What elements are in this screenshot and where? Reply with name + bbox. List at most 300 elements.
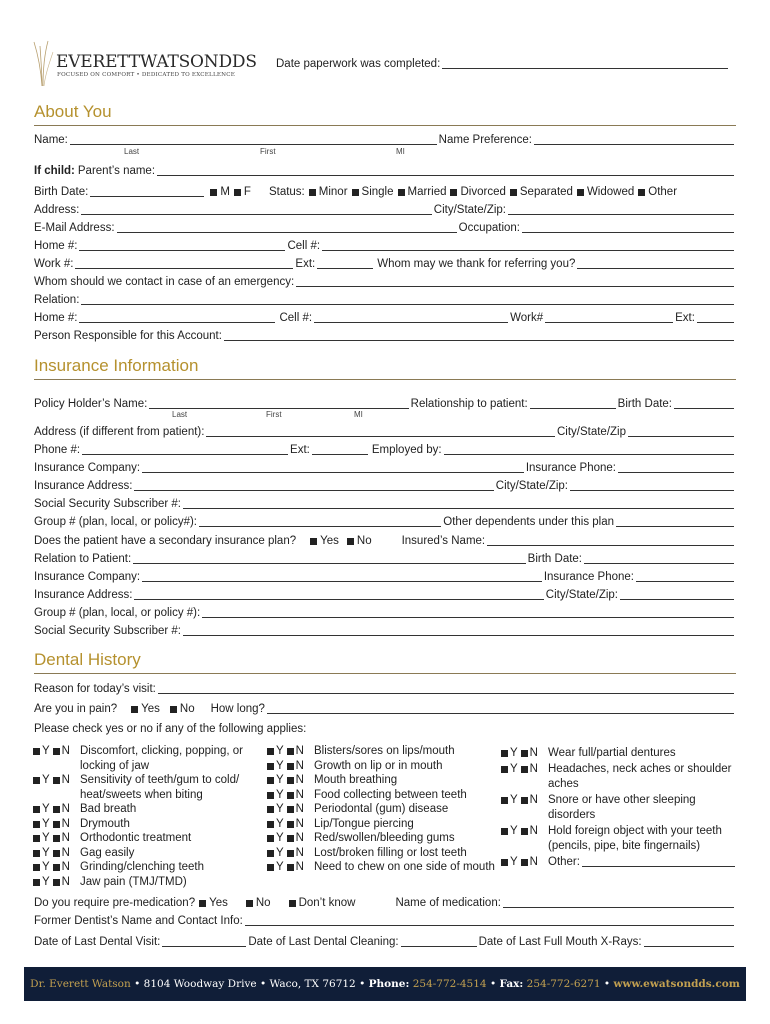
condition-label: Food collecting between teeth: [314, 788, 467, 801]
list-item: [501, 824, 737, 855]
ins-phone-label: Insurance Phone:: [525, 462, 616, 474]
emergency-contact-field[interactable]: [296, 276, 734, 287]
checkbox-icon: [33, 806, 40, 813]
checkbox-icon: [501, 859, 508, 866]
date-completed-label: Date paperwork was completed:: [276, 58, 441, 70]
list-item: [33, 831, 263, 846]
ins-phone-field[interactable]: [618, 462, 734, 473]
footer-fax: 254-772-6271: [526, 978, 601, 990]
address-row: [34, 202, 736, 216]
city-state-zip-field[interactable]: [508, 204, 734, 215]
list-item: [267, 831, 495, 846]
ins-address2-label: Insurance Address:: [34, 589, 133, 601]
other-condition-field[interactable]: [582, 855, 735, 867]
name-sub-last: Last: [124, 147, 140, 156]
checkbox-icon: [287, 864, 294, 871]
responsible-label: Person Responsible for this Account:: [34, 330, 222, 342]
checkbox-icon: [638, 189, 645, 196]
holder-phone-row: [34, 442, 736, 456]
employed-by-field[interactable]: [444, 444, 734, 455]
condition-label: Grinding/clenching teeth: [80, 861, 205, 873]
practice-logo-name: EVERETTWATSONDDS: [56, 52, 257, 72]
date-completed-row: [276, 58, 730, 70]
list-item: [33, 817, 263, 832]
list-item: [33, 875, 263, 890]
ins-company-field[interactable]: [142, 462, 524, 473]
form-header: [30, 38, 740, 86]
status-widowed-option[interactable]: Widowed: [573, 186, 634, 198]
last-visit-field[interactable]: [162, 936, 246, 947]
checkbox-icon: [267, 864, 274, 871]
group-field[interactable]: [199, 516, 441, 527]
premed-yes-option[interactable]: Yes: [195, 897, 228, 909]
other-dependents-label: Other dependents under this plan: [443, 516, 614, 528]
pain-label: Are you in pain?: [34, 703, 118, 715]
status-married-option[interactable]: Married: [394, 186, 447, 198]
group2-field[interactable]: [202, 607, 734, 618]
last-visit-label: Date of Last Dental Visit:: [34, 936, 161, 948]
ins-address-row: [34, 478, 736, 492]
emergency-contact-label: Whom should we contact in case of an emergency:: [34, 276, 295, 288]
emergency-work-field[interactable]: [545, 312, 673, 323]
checkbox-icon: [53, 806, 60, 813]
checkbox-icon: [352, 189, 359, 196]
referral-field[interactable]: [577, 258, 734, 269]
birth-status-row: [34, 184, 736, 198]
checkbox-icon: [309, 189, 316, 196]
status-single-option[interactable]: Single: [348, 186, 394, 198]
ins-city2-label: City/State/Zip:: [545, 589, 618, 601]
city-state-zip-label: City/State/Zip:: [433, 204, 506, 216]
checkbox-icon: [53, 748, 60, 755]
holder-birth-label: Birth Date:: [617, 398, 672, 410]
condition-label: Orthodontic treatment: [80, 832, 192, 844]
relation-field[interactable]: [81, 294, 734, 305]
checkbox-icon: [53, 821, 60, 828]
checkbox-icon: [33, 748, 40, 755]
footer-city: Waco, TX 76712: [269, 978, 356, 990]
holder-phone-label: Phone #:: [34, 444, 81, 456]
yes-no-checkboxes[interactable]: Y N: [267, 773, 314, 788]
condition-label: Hold foreign object with your teeth (pencils, pipe, bite fingernails): [548, 824, 722, 852]
checkbox-icon: [501, 750, 508, 757]
how-long-field[interactable]: [267, 703, 734, 714]
status-label: Status:: [268, 186, 305, 198]
medication-name-field[interactable]: [503, 897, 734, 908]
relationship-field[interactable]: [530, 398, 616, 409]
holder-city-field[interactable]: [628, 426, 734, 437]
checkbox-icon: [287, 763, 294, 770]
ssn2-field[interactable]: [183, 625, 734, 636]
checkbox-icon: [347, 538, 354, 545]
ssn-row: [34, 496, 736, 510]
work-phone-field[interactable]: [75, 258, 293, 269]
yes-no-checkboxes[interactable]: Y N: [501, 746, 548, 762]
sex-f-option[interactable]: F: [230, 186, 251, 198]
relation-row: [34, 292, 736, 306]
checkbox-icon: [267, 835, 274, 842]
checkbox-icon: [199, 900, 206, 907]
checkbox-icon: [521, 828, 528, 835]
emergency-ext-label: Ext:: [675, 312, 695, 324]
checkbox-icon: [521, 859, 528, 866]
footer-phone-label: Phone:: [368, 978, 410, 990]
insured-name-field[interactable]: [487, 535, 734, 546]
checkbox-icon: [287, 835, 294, 842]
yes-no-checkboxes[interactable]: Y N: [501, 793, 548, 824]
insurance-rule: [34, 379, 736, 380]
condition-label: Growth on lip or in mouth: [314, 759, 443, 772]
reason-row: [34, 681, 736, 695]
ins-phone2-label: Insurance Phone:: [543, 571, 634, 583]
holder-sub-last: Last: [172, 410, 188, 419]
if-child-label: If child:: [34, 165, 75, 177]
yes-no-checkboxes[interactable]: Y N: [501, 824, 548, 855]
checkbox-icon: [510, 189, 517, 196]
ssn2-label: Social Security Subscriber #:: [34, 625, 182, 637]
premed-row: [34, 895, 736, 909]
about-you-rule: [34, 125, 736, 126]
responsible-field[interactable]: [224, 330, 734, 341]
list-item: [33, 860, 263, 875]
checkbox-icon: [287, 777, 294, 784]
condition-label: Jaw pain (TMJ/TMD): [80, 875, 187, 888]
checkbox-icon: [267, 806, 274, 813]
practice-footer: Dr. Everett Watson • 8104 Woodway Drive • Waco, TX 76712 • Phone: 254-772-4514 • Fax: 254-772-6271 • www.ewatsondds.com: [24, 967, 746, 1001]
list-item: [267, 860, 495, 875]
dental-history-title: Dental History: [34, 650, 141, 669]
checkbox-icon: [246, 900, 253, 907]
list-item: [501, 793, 737, 824]
emergency-home-label: Home #:: [34, 312, 78, 324]
name-sub-first: First: [260, 147, 276, 156]
other-dependents-field[interactable]: [616, 516, 734, 527]
holder-sub-first: First: [266, 410, 282, 419]
group-row: [34, 514, 736, 528]
yes-no-checkboxes[interactable]: Y N: [267, 817, 314, 832]
last-visit-row: [34, 934, 736, 948]
condition-label: Lip/Tongue piercing: [314, 817, 414, 830]
holder-address-row: [34, 424, 736, 438]
checkbox-icon: [53, 835, 60, 842]
ins-address2-row: [34, 587, 736, 601]
former-dentist-label: Former Dentist’s Name and Contact Info:: [34, 915, 243, 927]
secondary-plan-label: Does the patient have a secondary insurance plan?: [34, 535, 297, 547]
checkbox-icon: [287, 748, 294, 755]
condition-label: Drymouth: [80, 817, 130, 830]
checkbox-icon: [287, 792, 294, 799]
condition-label: Headaches, neck aches or shoulder aches: [548, 762, 732, 790]
yes-no-checkboxes[interactable]: Y N: [501, 762, 548, 793]
yes-no-checkboxes[interactable]: Y N: [267, 759, 314, 774]
secondary-birth-field[interactable]: [584, 553, 734, 564]
parent-row: [34, 163, 736, 177]
condition-label: Snore or have other sleeping disorders: [548, 793, 696, 821]
premed-no-option[interactable]: No: [242, 897, 271, 909]
how-long-label: How long?: [210, 703, 265, 715]
list-item: [33, 802, 263, 817]
checkbox-icon: [310, 538, 317, 545]
about-you-title: About You: [34, 102, 112, 121]
condition-label: Bad breath: [80, 803, 137, 815]
secondary-row: [34, 533, 736, 547]
reason-label: Reason for today’s visit:: [34, 683, 156, 695]
ins-company-row: [34, 460, 736, 474]
condition-label: Wear full/partial dentures: [548, 747, 676, 759]
checkbox-icon: [577, 189, 584, 196]
address-label: Address:: [34, 204, 80, 216]
checklist-column-2: [267, 744, 495, 875]
wheat-logo-icon: [30, 40, 54, 86]
yes-no-checkboxes[interactable]: Y N: [33, 860, 80, 875]
list-item: [267, 802, 495, 817]
condition-label: Mouth breathing: [314, 774, 398, 786]
yes-no-checkboxes[interactable]: Y N: [33, 744, 80, 773]
last-cleaning-field[interactable]: [401, 936, 477, 947]
emergency-home-field[interactable]: [79, 312, 275, 323]
ssn-field[interactable]: [183, 498, 734, 509]
group-label: Group # (plan, local, or policy#):: [34, 516, 197, 528]
footer-doctor: Dr. Everett Watson: [30, 978, 131, 990]
last-cleaning-label: Date of Last Dental Cleaning:: [248, 936, 399, 948]
condition-label: Gag easily: [80, 846, 135, 859]
premed-label: Do you require pre-medication?: [34, 897, 196, 909]
checkbox-icon: [53, 777, 60, 784]
ins-company-label: Insurance Company:: [34, 462, 141, 474]
holder-birth-field[interactable]: [674, 398, 734, 409]
ins-address-field[interactable]: [134, 480, 493, 491]
practice-tagline: FOCUSED ON COMFORT • DEDICATED TO EXCELLENCE: [57, 72, 236, 78]
last-xray-label: Date of Last Full Mouth X-Rays:: [478, 936, 642, 948]
work-referral-row: [34, 256, 736, 270]
list-item: [501, 762, 737, 793]
condition-label: Other:: [548, 855, 580, 868]
former-dentist-row: [34, 913, 736, 927]
group2-row: [34, 605, 736, 619]
yes-no-checkboxes[interactable]: Y N: [33, 802, 80, 817]
name-preference-label: Name Preference:: [438, 134, 532, 146]
policy-holder-label: Policy Holder’s Name:: [34, 398, 148, 410]
email-field[interactable]: [117, 222, 457, 233]
list-item: [267, 817, 495, 832]
ssn-label: Social Security Subscriber #:: [34, 498, 182, 510]
home-cell-row: [34, 238, 736, 252]
policy-holder-field[interactable]: [149, 398, 408, 409]
sex-m-option[interactable]: M: [206, 186, 230, 198]
medication-name-label: Name of medication:: [395, 897, 501, 909]
condition-label: Need to chew on one side of mouth: [314, 861, 495, 873]
holder-ext-label: Ext:: [290, 444, 310, 456]
footer-phone: 254-772-4514: [412, 978, 487, 990]
ins-city-field[interactable]: [570, 480, 734, 491]
checkbox-icon: [521, 750, 528, 757]
checkbox-icon: [33, 864, 40, 871]
yes-no-checkboxes[interactable]: Y N: [33, 817, 80, 832]
checklist-column-3: [501, 746, 737, 870]
premed-dont-know-option[interactable]: Don’t know: [285, 897, 356, 909]
yes-no-checkboxes[interactable]: Y N: [267, 831, 314, 846]
checkbox-icon: [33, 777, 40, 784]
former-dentist-field[interactable]: [245, 915, 734, 926]
yes-no-checkboxes[interactable]: Y N: [501, 855, 548, 871]
secondary-birth-label: Birth Date:: [527, 553, 582, 565]
policy-holder-row: [34, 396, 736, 410]
footer-fax-label: Fax:: [499, 978, 524, 990]
status-divorced-option[interactable]: Divorced: [446, 186, 505, 198]
checkbox-icon: [267, 792, 274, 799]
email-label: E-Mail Address:: [34, 222, 115, 234]
condition-label: Sensitivity of teeth/gum to cold/ heat/sweets when biting: [80, 774, 240, 801]
list-item: [267, 846, 495, 861]
responsible-row: [34, 328, 736, 342]
checkbox-icon: [501, 797, 508, 804]
occupation-label: Occupation:: [458, 222, 520, 234]
secondary-yes-option[interactable]: Yes: [306, 535, 339, 547]
status-other-option[interactable]: Other: [634, 186, 677, 198]
pain-no-option[interactable]: No: [166, 703, 195, 715]
emergency-cell-field[interactable]: [314, 312, 508, 323]
status-minor-option[interactable]: Minor: [305, 186, 348, 198]
ins-company2-field[interactable]: [142, 571, 542, 582]
referral-label: Whom may we thank for referring you?: [377, 258, 576, 270]
occupation-field[interactable]: [522, 222, 734, 233]
list-item: [267, 744, 495, 759]
parent-name-label: Parent’s name:: [77, 165, 156, 177]
yes-no-checkboxes[interactable]: Y N: [33, 846, 80, 861]
list-item: [501, 746, 737, 762]
relationship-label: Relationship to patient:: [410, 398, 528, 410]
checkbox-icon: [131, 706, 138, 713]
instructions-row: [34, 721, 736, 735]
ins-phone2-field[interactable]: [636, 571, 734, 582]
name-label: Name:: [34, 134, 68, 146]
checkbox-icon: [398, 189, 405, 196]
checkbox-icon: [287, 821, 294, 828]
list-item: [33, 773, 263, 802]
birth-date-field[interactable]: [90, 186, 204, 197]
name-row: [34, 132, 736, 146]
checkbox-icon: [267, 748, 274, 755]
date-completed-field[interactable]: [442, 58, 728, 69]
ins-company2-label: Insurance Company:: [34, 571, 141, 583]
checkbox-icon: [267, 850, 274, 857]
checkbox-icon: [521, 797, 528, 804]
ins-address2-field[interactable]: [134, 589, 543, 600]
holder-phone-field[interactable]: [82, 444, 288, 455]
pain-row: [34, 701, 736, 715]
checklist-instructions: Please check yes or no if any of the following applies:: [34, 723, 307, 735]
emergency-phones-row: [34, 310, 736, 324]
condition-label: Discomfort, clicking, popping, or locking of jaw: [80, 745, 243, 772]
checkbox-icon: [501, 828, 508, 835]
checkbox-icon: [267, 763, 274, 770]
birth-date-label: Birth Date:: [34, 186, 89, 198]
last-xray-field[interactable]: [644, 936, 734, 947]
group2-label: Group # (plan, local, or policy #):: [34, 607, 201, 619]
checkbox-icon: [210, 189, 217, 196]
checklist-column-1: [33, 744, 263, 889]
relation-patient-row: [34, 551, 736, 565]
yes-no-checkboxes[interactable]: Y N: [33, 875, 80, 890]
checkbox-icon: [170, 706, 177, 713]
home-phone-field[interactable]: [79, 240, 285, 251]
condition-label: Red/swollen/bleeding gums: [314, 832, 455, 844]
list-item: [501, 855, 737, 871]
cell-phone-label: Cell #:: [287, 240, 321, 252]
pain-yes-option[interactable]: Yes: [127, 703, 160, 715]
holder-city-label: City/State/Zip: [556, 426, 626, 438]
yes-no-checkboxes[interactable]: Y N: [33, 831, 80, 846]
list-item: [33, 846, 263, 861]
ins-city2-field[interactable]: [620, 589, 734, 600]
dental-history-rule: [34, 673, 736, 674]
home-phone-label: Home #:: [34, 240, 78, 252]
address-field[interactable]: [81, 204, 431, 215]
list-item: [267, 759, 495, 774]
insured-name-label: Insured’s Name:: [401, 535, 486, 547]
checkbox-icon: [521, 766, 528, 773]
holder-address-field[interactable]: [206, 426, 555, 437]
ins-address-label: Insurance Address:: [34, 480, 133, 492]
checkbox-icon: [267, 821, 274, 828]
reason-field[interactable]: [158, 683, 734, 694]
holder-ext-field[interactable]: [312, 444, 368, 455]
relation-patient-field[interactable]: [133, 553, 526, 564]
yes-no-checkboxes[interactable]: Y N: [267, 802, 314, 817]
checkbox-icon: [53, 879, 60, 886]
employed-by-label: Employed by:: [371, 444, 442, 456]
name-preference-field[interactable]: [534, 134, 734, 145]
checkbox-icon: [33, 835, 40, 842]
yes-no-checkboxes[interactable]: Y N: [267, 846, 314, 861]
checkbox-icon: [33, 821, 40, 828]
emergency-cell-label: Cell #:: [279, 312, 313, 324]
relation-patient-label: Relation to Patient:: [34, 553, 132, 565]
work-ext-field[interactable]: [317, 258, 373, 269]
checkbox-icon: [53, 864, 60, 871]
status-separated-option[interactable]: Separated: [506, 186, 573, 198]
ins-city-label: City/State/Zip:: [495, 480, 568, 492]
checkbox-icon: [501, 766, 508, 773]
checkbox-icon: [33, 879, 40, 886]
yes-no-checkboxes[interactable]: Y N: [267, 788, 314, 803]
checkbox-icon: [289, 900, 296, 907]
checkbox-icon: [287, 850, 294, 857]
emergency-ext-field[interactable]: [697, 312, 734, 323]
secondary-no-option[interactable]: No: [343, 535, 372, 547]
condition-label: Lost/broken filling or lost teeth: [314, 846, 467, 859]
work-phone-label: Work #:: [34, 258, 74, 270]
emergency-work-label: Work#: [510, 312, 544, 324]
emergency-row: [34, 274, 736, 288]
ins-company2-row: [34, 569, 736, 583]
ssn2-row: [34, 623, 736, 637]
name-field[interactable]: [70, 134, 437, 145]
yes-no-checkboxes[interactable]: Y N: [267, 744, 314, 759]
list-item: [267, 773, 495, 788]
condition-label: Blisters/sores on lips/mouth: [314, 745, 455, 757]
checkbox-icon: [450, 189, 457, 196]
name-sub-mi: MI: [396, 147, 405, 156]
parent-name-field[interactable]: [157, 165, 734, 176]
holder-address-label: Address (if different from patient):: [34, 426, 205, 438]
cell-phone-field[interactable]: [322, 240, 734, 251]
yes-no-checkboxes[interactable]: Y N: [267, 860, 314, 875]
checkbox-icon: [234, 189, 241, 196]
yes-no-checkboxes[interactable]: Y N: [33, 773, 80, 802]
checkbox-icon: [287, 806, 294, 813]
footer-website-link[interactable]: www.ewatsondds.com: [613, 978, 740, 990]
